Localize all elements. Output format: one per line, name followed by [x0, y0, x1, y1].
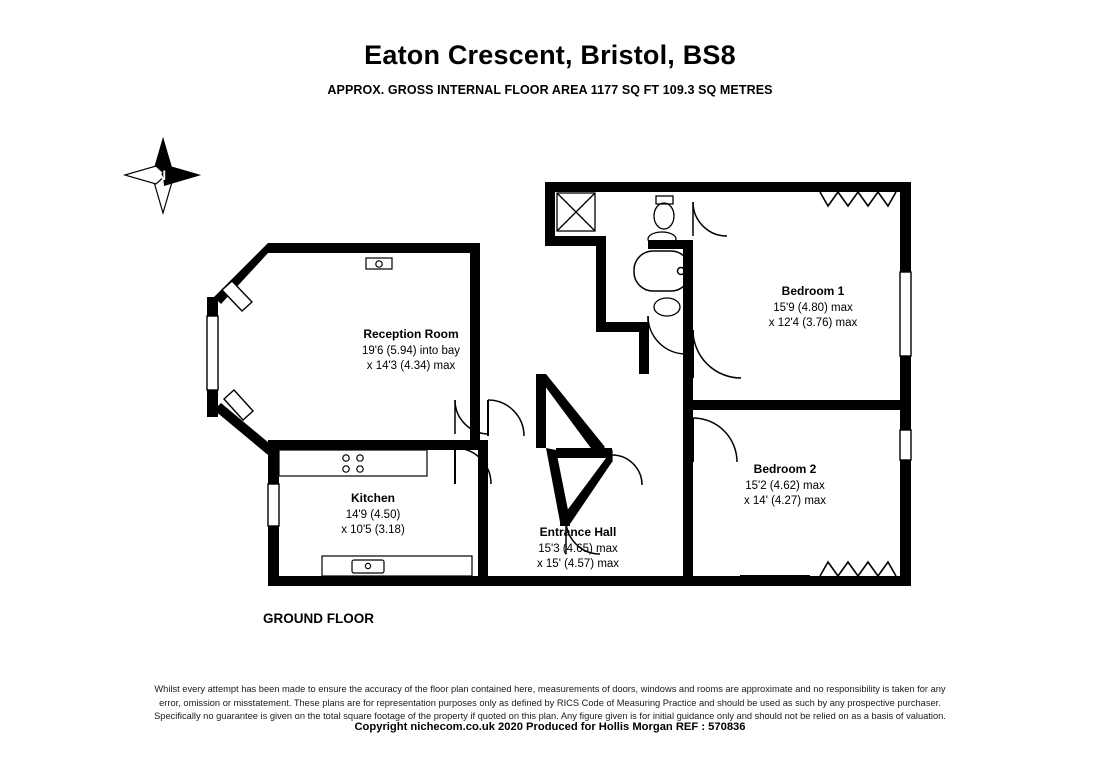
floor-area-subtitle: APPROX. GROSS INTERNAL FLOOR AREA 1177 SQ FT 109.3 SQ METRES: [327, 83, 773, 97]
room-dimension-2: x 10'5 (3.18): [341, 524, 405, 536]
room-dimension-2: x 12'4 (3.76) max: [768, 317, 858, 329]
toilet-fixture: [654, 196, 674, 229]
room-dimension-1: 15'9 (4.80) max: [773, 302, 853, 314]
reception-bay: [366, 258, 392, 269]
bay-window-bedroom1: [820, 192, 896, 206]
room-name: Bedroom 1: [781, 284, 845, 298]
room-dimension-2: x 14'3 (4.34) max: [366, 360, 456, 372]
room-dimension-2: x 14' (4.27) max: [743, 495, 827, 507]
room-label-kitchen: [303, 491, 443, 538]
room-label-reception-room: [311, 327, 511, 374]
shower-fixture: [557, 193, 595, 231]
bathtub-fixture: [634, 251, 690, 291]
disclaimer-text: [0, 683, 1100, 724]
page-title: Eaton Crescent, Bristol, BS8: [364, 40, 736, 70]
room-name: Kitchen: [350, 491, 395, 505]
room-label-bedroom-2: [700, 462, 870, 509]
compass-rose: [125, 137, 201, 213]
room-name: Entrance Hall: [539, 525, 617, 539]
room-dimension-1: 19'6 (5.94) into bay: [361, 345, 461, 357]
floor-label: GROUND FLOOR: [263, 611, 374, 626]
disclaimer-line-3: Specifically no guarantee is given on the total square footage of the property if quoted on this plan. Any figure given is for initial guidance only and should not be relied on as a basis of valuation.: [154, 711, 946, 722]
disclaimer-line-2: error, omission or misstatement. These plans are for representation purposes only as defined by RICS Code of Measuring Practice and should be used as such by any prospective purchaser.: [159, 697, 941, 708]
bay-window-bedroom2: [740, 562, 896, 576]
disclaimer-line-1: Whilst every attempt has been made to ensure the accuracy of the floor plan contained here, measurements of doors, windows and rooms are approximate and no responsibility is taken for any: [154, 684, 946, 694]
room-dimension-1: 15'3 (4.65) max: [538, 543, 618, 555]
copyright-text: Copyright nichecom.co.uk 2020 Produced for Hollis Morgan REF : 570836: [354, 721, 746, 733]
basin-fixture-2: [654, 298, 680, 316]
room-dimension-1: 15'2 (4.62) max: [745, 480, 825, 492]
room-dimension-2: x 15' (4.57) max: [536, 558, 620, 570]
room-label-entrance-hall: [498, 525, 658, 572]
room-dimension-1: 14'9 (4.50): [345, 509, 401, 521]
compass-north-label: N: [156, 167, 167, 183]
room-label-bedroom-1: [728, 284, 898, 331]
room-name: Bedroom 2: [753, 462, 817, 476]
room-name: Reception Room: [363, 327, 459, 341]
